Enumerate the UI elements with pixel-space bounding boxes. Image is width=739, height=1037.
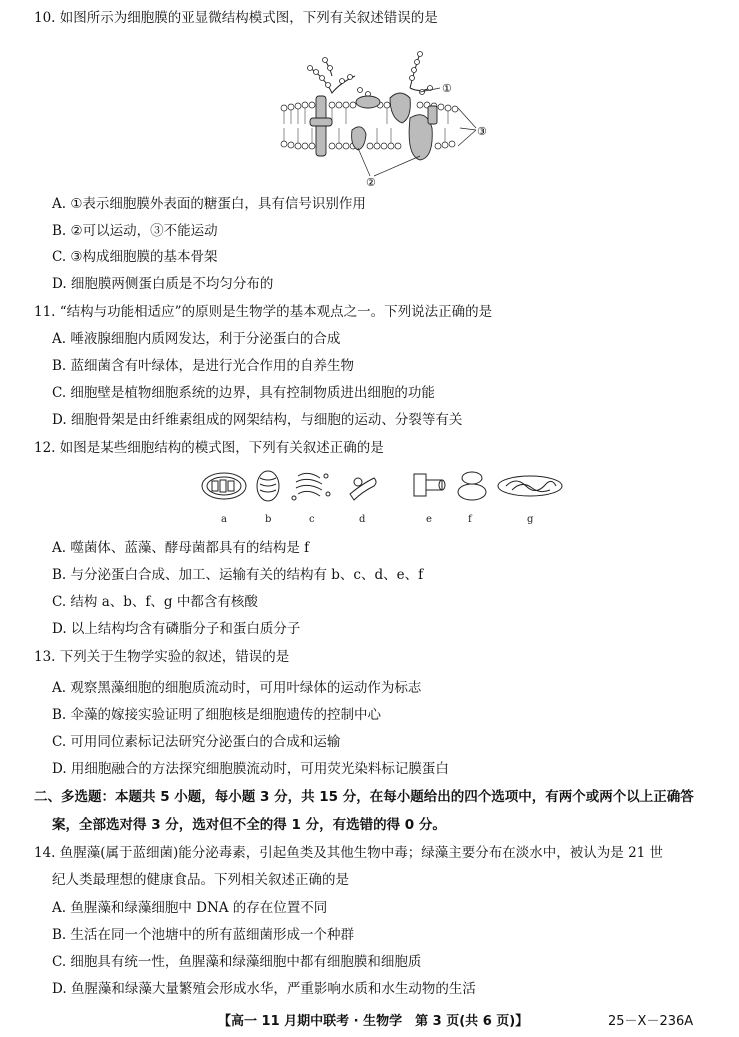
- q12-option-d: D. 以上结构均含有磷脂分子和蛋白质分子: [52, 621, 301, 637]
- q12-stem: 12. 如图是某些细胞结构的模式图，下列有关叙述正确的是: [34, 440, 384, 456]
- q12-option-c: C. 结构 a、b、f、g 中都含有核酸: [52, 594, 258, 610]
- organelle-d-vesicle: [350, 478, 376, 500]
- cell-membrane-diagram: [270, 48, 500, 188]
- section2-heading-cont: 案，全部选对得 3 分，选对但不全的得 1 分，有选错的得 0 分。: [52, 817, 446, 833]
- organelle-label-e: e: [426, 514, 432, 525]
- q10-option-c: C. ③构成细胞膜的基本骨架: [52, 249, 218, 265]
- q14-option-a: A. 鱼腥藻和绿藻细胞中 DNA 的存在位置不同: [52, 900, 328, 916]
- q13-stem: 13. 下列关于生物学实验的叙述，错误的是: [34, 649, 290, 665]
- q11-stem: 11. “结构与功能相适应”的原则是生物学的基本观点之一。下列说法正确的是: [34, 304, 493, 320]
- q14-stem-line1: 14. 鱼腥藻(属于蓝细菌)能分泌毒素，引起鱼类及其他生物中毒；绿藻主要分布在淡水中，被认为是 21 世: [34, 845, 664, 861]
- q12-option-a: A. 噬菌体、蓝藻、酵母菌都具有的结构是 f: [52, 540, 310, 556]
- q11-option-c: C. 细胞壁是植物细胞系统的边界，具有控制物质进出细胞的功能: [52, 385, 435, 401]
- q11-option-a: A. 唾液腺细胞内质网发达，利于分泌蛋白的合成: [52, 331, 341, 347]
- organelle-label-f: f: [468, 514, 472, 525]
- organelle-c-golgi: [292, 473, 330, 500]
- q13-option-c: C. 可用同位素标记法研究分泌蛋白的合成和运输: [52, 734, 341, 750]
- q12-option-b: B. 与分泌蛋白合成、加工、运输有关的结构有 b、c、d、e、f: [52, 567, 424, 583]
- q10-option-a: A. ①表示细胞膜外表面的糖蛋白，具有信号识别作用: [52, 196, 366, 212]
- organelle-diagram: [190, 464, 570, 528]
- q14-option-c: C. 细胞具有统一性，鱼腥藻和绿藻细胞中都有细胞膜和细胞质: [52, 954, 422, 970]
- q13-option-b: B. 伞藻的嫁接实验证明了细胞核是细胞遗传的控制中心: [52, 707, 382, 723]
- q14-option-d: D. 鱼腥藻和绿藻大量繁殖会形成水华，严重影响水质和水生动物的生活: [52, 981, 476, 997]
- organelle-label-c: c: [309, 514, 315, 525]
- q13-option-a: A. 观察黑藻细胞的细胞质流动时，可用叶绿体的运动作为标志: [52, 680, 422, 696]
- q10-stem: 10. 如图所示为细胞膜的亚显微结构模式图，下列有关叙述错误的是: [34, 10, 438, 26]
- q11-option-b: B. 蓝细菌含有叶绿体，是进行光合作用的自养生物: [52, 358, 355, 374]
- q10-option-b: B. ②可以运动，③不能运动: [52, 223, 218, 239]
- organelle-label-g: g: [527, 514, 534, 525]
- label-1: ①: [442, 82, 452, 95]
- section2-heading: 二、多选题：本题共 5 小题，每小题 3 分，共 15 分，在每小题给出的四个选项中，有两个或两个以上正确答: [34, 789, 694, 805]
- organelle-label-b: b: [265, 514, 272, 525]
- q11-option-d: D. 细胞骨架是由纤维素组成的网架结构，与细胞的运动、分裂等有关: [52, 412, 463, 428]
- q10-option-d: D. 细胞膜两侧蛋白质是不均匀分布的: [52, 276, 274, 292]
- label-2: ②: [366, 176, 376, 188]
- q13-option-d: D. 用细胞融合的方法探究细胞膜流动时，可用荧光染料标记膜蛋白: [52, 761, 449, 777]
- footer-title: 【高一 11 月期中联考 · 生物学 第 3 页(共 6 页)】: [218, 1014, 529, 1029]
- q14-stem-line2: 纪人类最理想的健康食品。下列相关叙述正确的是: [52, 872, 349, 888]
- organelle-label-d: d: [359, 514, 366, 525]
- organelle-g-structure: [498, 476, 562, 496]
- q14-option-b: B. 生活在同一个池塘中的所有蓝细菌形成一个种群: [52, 927, 355, 943]
- organelle-e-centriole: [414, 474, 445, 496]
- label-3: ③: [477, 125, 487, 138]
- footer-code: 25－X－236A: [608, 1014, 694, 1029]
- organelle-label-a: a: [221, 514, 227, 525]
- organelle-f-ribosome: [458, 472, 486, 500]
